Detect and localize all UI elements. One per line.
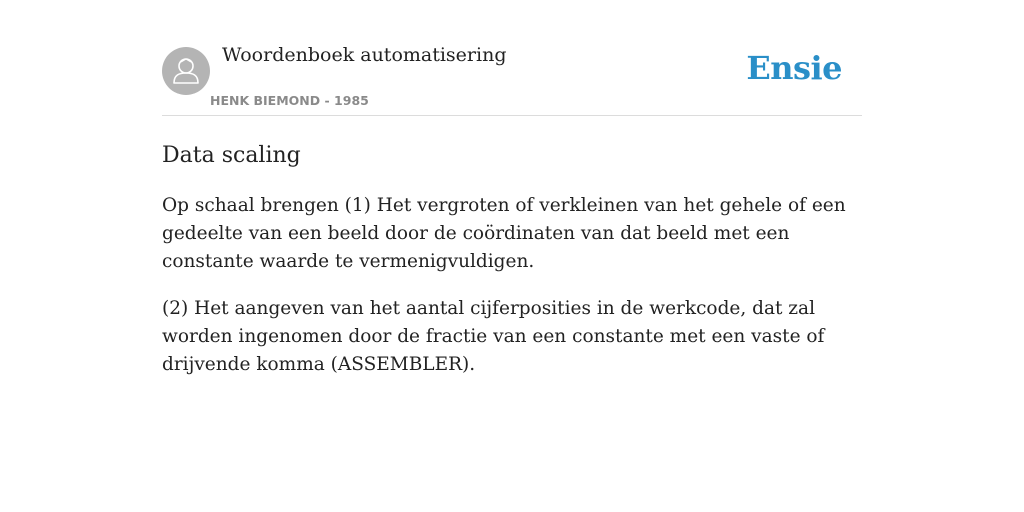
page-container <box>162 0 862 379</box>
definition-paragraph-2: (2) Het aangeven van het aantal cijferposities in de werkcode, dat zal worden ingenomen door de fractie van een constante met een vaste of drijvende komma (ASSEMBLER). <box>162 298 825 375</box>
book-title-link[interactable]: Woordenboek automatisering <box>222 44 507 66</box>
definition-paragraph-1: Op schaal brengen (1) Het vergroten of verkleinen van het gehele of een gedeelte van een beeld door de coördinaten van dat beeld met een constante waarde te vermenigvuldigen. <box>162 195 846 272</box>
user-icon <box>162 47 210 95</box>
author-name[interactable]: HENK BIEMOND <box>210 93 321 108</box>
header <box>162 0 862 116</box>
avatar[interactable] <box>162 47 210 95</box>
ensie-logo[interactable]: Ensie <box>746 49 842 87</box>
byline-separator: - <box>324 93 330 108</box>
publication-year: 1985 <box>334 93 369 108</box>
entry-title: Data scaling <box>162 143 301 168</box>
author-byline <box>210 93 369 108</box>
